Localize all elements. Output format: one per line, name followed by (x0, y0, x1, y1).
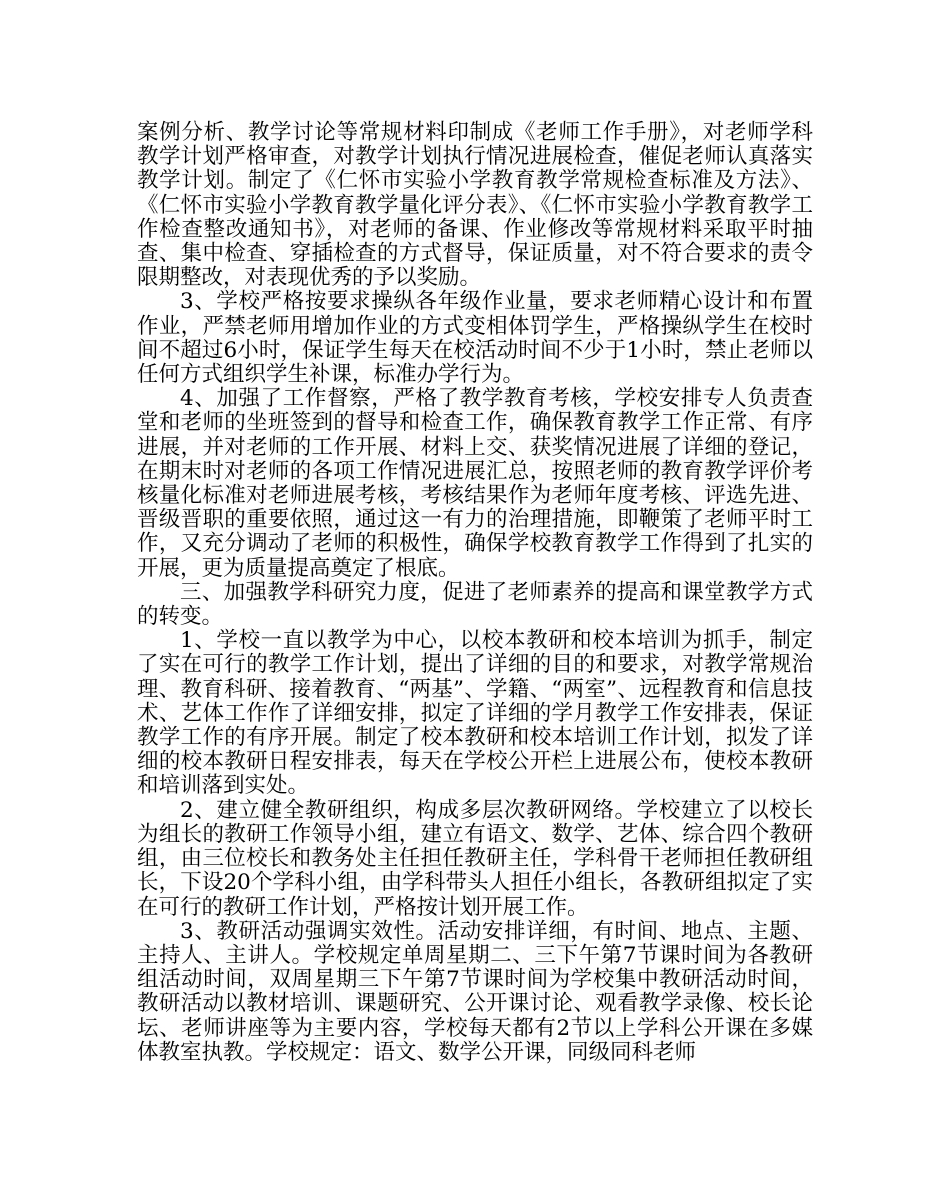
paragraph-work-supervision: 4、加强了工作督察，严格了教学教育考核，学校安排专人负责查堂和老师的坐班签到的督导和检查工作，确保教育教学工作正常、有序进展，并对老师的工作开展、材料上交、获奖情况进展了详细的登记，在期末时对老师的各项工作情况进展汇总，按照老师的教育教学评价考核量化标准对老师进展考核，考核结果作为老师年度考核、评选先进、晋级晋职的重要依照，通过这一有力的治理措施，即鞭策了老师平时工作，又充分调动了老师的积极性，确保学校教育教学工作得到了扎实的开展，更为质量提高奠定了根底。 (137, 386, 813, 581)
paragraph-teacher-handbook: 案例分析、教学讨论等常规材料印制成《老师工作手册》，对老师学科教学计划严格审查，对教学计划执行情况进展检查，催促老师认真落实教学计划。制定了《仁怀市实验小学教育教学常规检查标准及方法》、《仁怀市实验小学教育教学量化评分表》、《仁怀市实验小学教育教学工作检查整改通知书》，对老师的备课、作业修改等常规材料采取平时抽查、集中检查、穿插检查的方式督导，保证质量，对不符合要求的责令限期整改，对表现优秀的予以奖励。 (137, 120, 813, 291)
paragraph-research-organization: 2、建立健全教研组织，构成多层次教研网络。学校建立了以校长为组长的教研工作领导小组，建立有语文、数学、艺体、综合四个教研组，由三位校长和教务处主任担任教研主任，学科骨干老师担任教研组长，下设20个学科小组，由学科带头人担任小组长，各教研组拟定了实在可行的教研工作计划，严格按计划开展工作。 (137, 797, 813, 920)
paragraph-homework-control: 3、学校严格按要求操纵各年级作业量，要求老师精心设计和布置作业，严禁老师用增加作业的方式变相体罚学生，严格操纵学生在校时间不超过6小时，保证学生每天在校活动时间不少于1小时，禁止老师以任何方式组织学生补课，标准办学行为。 (137, 289, 813, 388)
paragraph-school-teaching-plan: 1、学校一直以教学为中心，以校本教研和校本培训为抓手，制定了实在可行的教学工作计划，提出了详细的目的和要求，对教学常规治理、教育科研、接着教育、“两基”、学籍、“两室”、远程教育和信息技术、艺体工作作了详细安排，拟定了详细的学月教学工作安排表，保证教学工作的有序开展。制定了校本教研和校本培训工作计划，拟发了详细的校本教研日程安排表，每天在学校公开栏上进展公布，使校本教研和培训落到实处。 (137, 628, 813, 799)
document-page (137, 121, 813, 1065)
paragraph-research-activities: 3、教研活动强调实效性。活动安排详细，有时间、地点、主题、主持人、主讲人。学校规定单周星期二、三下午第7节课时间为各教研组活动时间，双周星期三下午第7节课时间为学校集中教研活动时间，教研活动以教材培训、课题研究、公开课讨论、观看教学录像、校长论坛、老师讲座等为主要内容，学校每天都有2节以上学科公开课在多媒体教室执教。学校规定：语文、数学公开课，同级同科老师 (137, 918, 813, 1065)
section-heading-teaching-research: 三、加强教学科研究力度，促进了老师素养的提高和课堂教学方式的转变。 (137, 579, 813, 630)
